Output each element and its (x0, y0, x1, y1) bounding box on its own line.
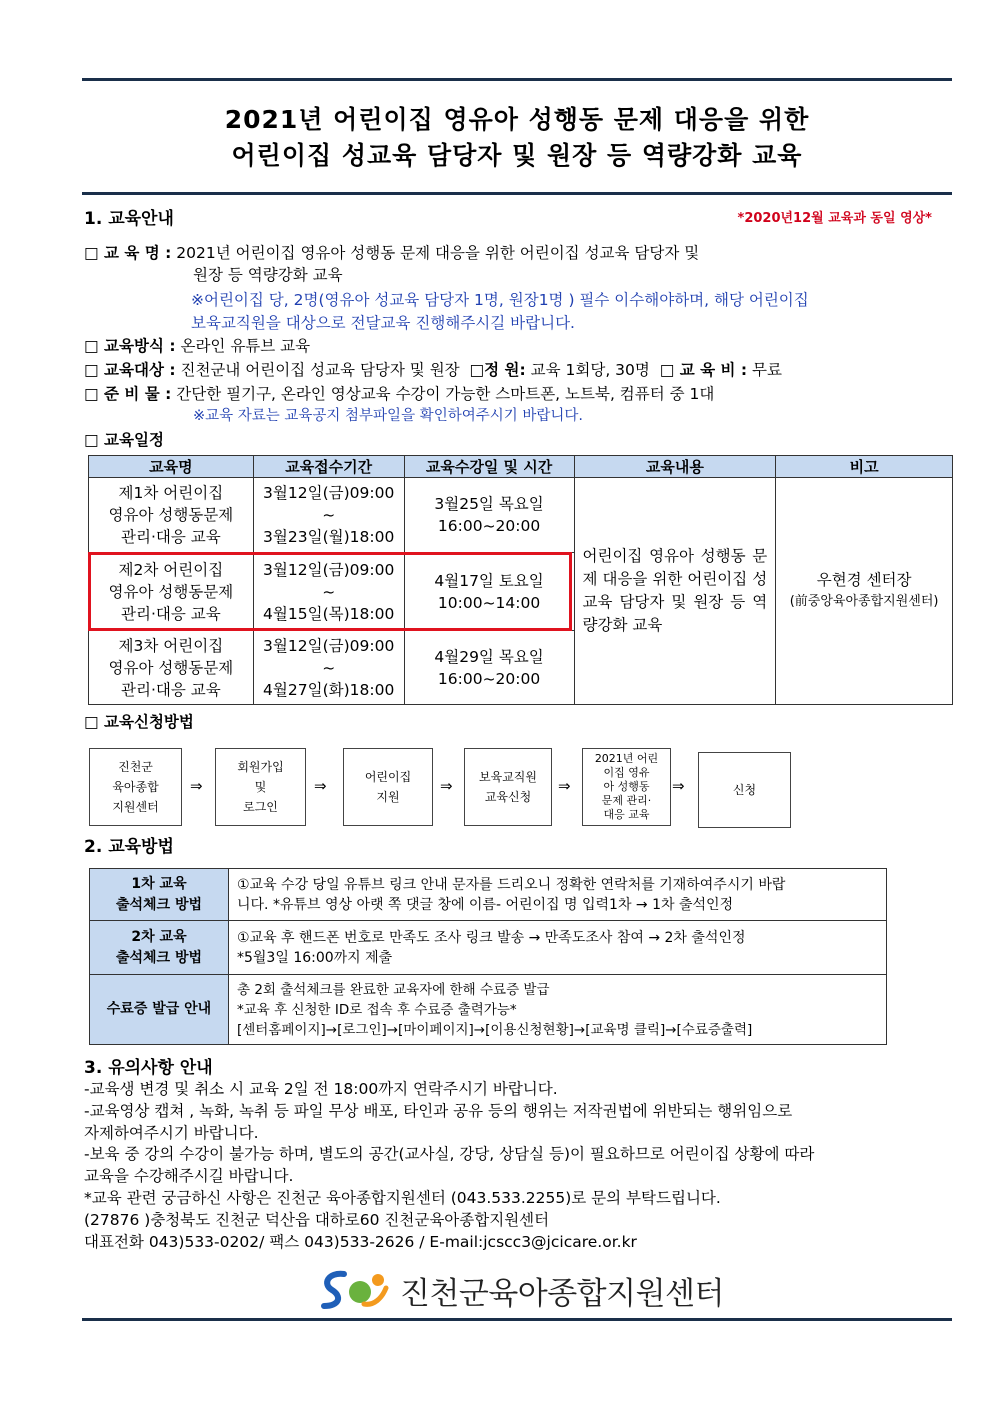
session-name-cell: 제2차 어린이집 영유아 성행동문제 관리·대응 교육 (89, 553, 254, 631)
edu-name-note-1: ※어린이집 당, 2명(영유아 성교육 담당자 1명, 원장1명 ) 필수 이수해야하며, 해당 어린이집 (191, 291, 809, 309)
session2-highlight-box (88, 552, 572, 631)
address-line: (27876 )충청북도 진천군 덕산읍 대하로60 진천군육아종합지원센터 (84, 1211, 550, 1229)
logo-text: 진천군육아종합지원센터 (400, 1275, 724, 1312)
notice-line: -교육생 변경 및 취소 시 교육 2일 전 18:00까지 연락주시기 바랍니다. (84, 1080, 558, 1098)
bottom-rule (82, 1318, 952, 1321)
session-name-cell: 제3차 어린이집 영유아 성행동문제 관리·대응 교육 (89, 631, 254, 705)
method-head-cell: 2차 교육 출석체크 방법 (90, 921, 229, 975)
title-rule (82, 192, 952, 195)
schedule-header-row (89, 456, 953, 478)
same-video-note: *2020년12월 교육과 동일 영상* (737, 211, 932, 226)
section2-heading: 2. 교육방법 (84, 837, 174, 857)
flow-step-daycare: 어린이집 지원 (343, 748, 433, 826)
edu-prep-note: ※교육 자료는 교육공지 첨부파일을 확인하여주시기 바랍니다. (193, 408, 583, 424)
remark-cell: 우현경 센터장 (前중앙육아종합지원센터) (776, 478, 953, 705)
method-body-cell: ①교육 수강 당일 유튜브 링크 안내 문자를 드리오니 정확한 연락처를 기재하여주시기 바랍 니다. *유튜브 영상 아랫 쪽 댓글 창에 이름- 어린이집 명 입력1차 → 1차 출석인정 (229, 869, 887, 921)
flow-step-staff: 보육교직원 교육신청 (464, 748, 552, 826)
table-row (89, 478, 953, 553)
doc-title-line2: 어린이집 성교육 담당자 및 원장 등 역량강화 교육 (231, 141, 803, 170)
date-cell: 4월29일 목요일 16:00~20:00 (404, 631, 574, 705)
session-name-cell: 제1차 어린이집 영유아 성행동문제 관리·대응 교육 (89, 478, 254, 553)
apply-label: □ 교육신청방법 (84, 713, 194, 731)
flow-arrow-icon: ⇒ (314, 777, 327, 795)
flow-step-center: 진천군 육아종합 지원센터 (89, 748, 182, 826)
edu-prep-row: □ 준 비 물 : 간단한 필기구, 온라인 영상교육 수강이 가능한 스마트폰, 노트북, 컴퓨터 중 1대 (84, 385, 715, 403)
edu-name-note-2: 보육교직원을 대상으로 전달교육 진행해주시길 바랍니다. (191, 314, 575, 332)
flow-step-apply: 신청 (698, 752, 791, 828)
notice-line: 교육을 수강해주시길 바랍니다. (84, 1167, 294, 1185)
schedule-label: □ 교육일정 (84, 431, 164, 449)
logo-mark-icon (316, 1266, 394, 1314)
method-head-cell: 수료증 발급 안내 (90, 975, 229, 1045)
date-cell: 4월17일 토요일 10:00~14:00 (404, 553, 574, 631)
method-body-cell: ①교육 후 핸드폰 번호로 만족도 조사 링크 발송 → 만족도조사 참여 → 2차 출석인정 *5월3일 16:00까지 제출 (229, 921, 887, 975)
table-row (90, 869, 887, 921)
flow-arrow-icon: ⇒ (672, 777, 685, 795)
contact-line: 대표전화 043)533-0202/ 팩스 043)533-2626 / E-mail:jcscc3@jcicare.or.kr (84, 1233, 637, 1251)
date-cell: 3월25일 목요일 16:00~20:00 (404, 478, 574, 553)
notice-line: 자제하여주시기 바랍니다. (84, 1124, 259, 1142)
flow-step-course: 2021년 어린 이집 영유 아 성행동 문제 관리· 대응 교육 (582, 748, 671, 826)
flow-arrow-icon: ⇒ (440, 777, 453, 795)
top-rule (82, 78, 952, 81)
schedule-header-cell: 비고 (776, 456, 953, 478)
section1-heading: 1. 교육안내 (84, 209, 174, 229)
period-cell: 3월12일(금)09:00 ~ 3월23일(월)18:00 (253, 478, 404, 553)
edu-name-row: □ 교 육 명 : 2021년 어린이집 영유아 성행동 문제 대응을 위한 어린이집 성교육 담당자 및 (84, 244, 700, 262)
period-cell: 3월12일(금)09:00 ~ 4월15일(목)18:00 (253, 553, 404, 631)
flow-step-signup: 회원가입 및 로그인 (215, 748, 306, 826)
schedule-header-cell: 교육내용 (574, 456, 776, 478)
flow-arrow-icon: ⇒ (190, 777, 203, 795)
center-logo (316, 1265, 724, 1315)
edu-name-cont: 원장 등 역량강화 교육 (193, 266, 343, 284)
notice-line: *교육 관련 궁금하신 사항은 진천군 육아종합지원센터 (043.533.2255)로 문의 부탁드립니다. (84, 1189, 721, 1207)
notice-line: -보육 중 강의 수강이 불가능 하며, 별도의 공간(교사실, 강당, 상담실 등)이 필요하므로 어린이집 상황에 따라 (84, 1145, 815, 1163)
section3-heading: 3. 유의사항 안내 (84, 1058, 213, 1078)
edu-target-row: □ 교육대상 : 진천군내 어린이집 성교육 담당자 및 원장 □정 원: 교육 1회당, 30명 □ 교 육 비 : 무료 (84, 361, 782, 379)
schedule-header-cell: 교육수강일 및 시간 (404, 456, 574, 478)
period-cell: 3월12일(금)09:00 ~ 4월27일(화)18:00 (253, 631, 404, 705)
method-head-cell: 1차 교육 출석체크 방법 (90, 869, 229, 921)
table-row (90, 975, 887, 1045)
content-cell: 어린이집 영유아 성행동 문제 대응을 위한 어린이집 성교육 담당자 및 원장 등 역량강화 교육 (574, 478, 776, 705)
method-body-cell: 총 2회 출석체크를 완료한 교육자에 한해 수료증 발급 *교육 후 신청한 ID로 접속 후 수료증 출력가능* [센터홈페이지]→[로그인]→[마이페이지]→[이용신청현황]→[교육명 클릭]→[수료증출력] (229, 975, 887, 1045)
doc-title-line1: 2021년 어린이집 영유아 성행동 문제 대응을 위한 (224, 105, 810, 134)
table-row (90, 921, 887, 975)
schedule-header-cell: 교육명 (89, 456, 254, 478)
notice-line: -교육영상 캡쳐 , 녹화, 녹취 등 파일 무상 배포, 타인과 공유 등의 행위는 저작권법에 위반되는 행위임으로 (84, 1102, 793, 1120)
edu-method-row: □ 교육방식 : 온라인 유튜브 교육 (84, 337, 311, 355)
method-table (89, 868, 887, 1045)
schedule-header-cell: 교육접수기간 (253, 456, 404, 478)
flow-arrow-icon: ⇒ (558, 777, 571, 795)
